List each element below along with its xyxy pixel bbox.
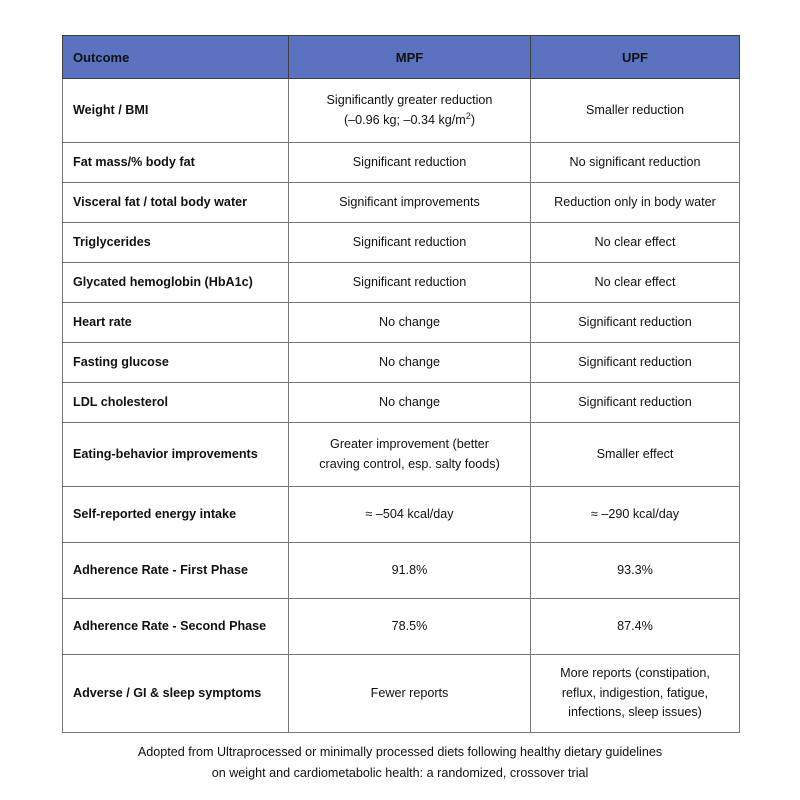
table-row [63, 183, 740, 223]
cell-mpf: No change [289, 343, 531, 383]
cell-mpf: No change [289, 383, 531, 423]
comparison-table [62, 35, 740, 733]
cell-outcome: Self-reported energy intake [63, 487, 289, 543]
cell-mpf: Significant reduction [289, 223, 531, 263]
table-row [63, 383, 740, 423]
table-row [63, 223, 740, 263]
cell-upf-line3: infections, sleep issues) [568, 705, 702, 720]
cell-outcome: Triglycerides [63, 223, 289, 263]
table-row [63, 143, 740, 183]
table-row [63, 79, 740, 143]
cell-mpf [289, 79, 531, 143]
cell-mpf: 91.8% [289, 543, 531, 599]
cell-mpf-line2-superscript: 2 [465, 110, 471, 121]
cell-mpf: 78.5% [289, 599, 531, 655]
cell-outcome: Adherence Rate - Second Phase [63, 599, 289, 655]
figure-caption [0, 742, 800, 785]
table-header [63, 36, 740, 79]
cell-upf: Smaller reduction [531, 79, 740, 143]
table-row [63, 487, 740, 543]
cell-outcome: Eating-behavior improvements [63, 423, 289, 487]
comparison-table-container [62, 35, 739, 733]
cell-mpf-line1: Greater improvement (better [330, 436, 489, 451]
table-row [63, 655, 740, 733]
table-body [63, 79, 740, 733]
cell-outcome: Weight / BMI [63, 79, 289, 143]
cell-outcome: Heart rate [63, 303, 289, 343]
cell-upf: 87.4% [531, 599, 740, 655]
cell-upf: Reduction only in body water [531, 183, 740, 223]
table-row [63, 343, 740, 383]
cell-upf-line2: reflux, indigestion, fatigue, [561, 685, 709, 700]
cell-upf: Significant reduction [531, 303, 740, 343]
cell-upf: ≈ –290 kcal/day [531, 487, 740, 543]
cell-mpf: ≈ –504 kcal/day [289, 487, 531, 543]
cell-upf: No significant reduction [531, 143, 740, 183]
cell-upf: Significant reduction [531, 383, 740, 423]
cell-outcome: Adverse / GI & sleep symptoms [63, 655, 289, 733]
cell-upf [531, 655, 740, 733]
table-row [63, 303, 740, 343]
cell-upf: No clear effect [531, 263, 740, 303]
column-header-mpf: MPF [289, 36, 531, 79]
table-header-row [63, 36, 740, 79]
cell-mpf: Significant reduction [289, 263, 531, 303]
cell-outcome: Fasting glucose [63, 343, 289, 383]
cell-mpf-line2-pre: (–0.96 kg; –0.34 kg/m [343, 112, 466, 127]
cell-mpf: Significant improvements [289, 183, 531, 223]
cell-outcome: Fat mass/% body fat [63, 143, 289, 183]
caption-line-1: Adopted from Ultraprocessed or minimally processed diets following healthy dietary guidelines [137, 745, 663, 759]
cell-mpf-line2: craving control, esp. salty foods) [319, 456, 500, 471]
cell-mpf: Significant reduction [289, 143, 531, 183]
table-row [63, 423, 740, 487]
cell-mpf-line1: Significantly greater reduction [326, 92, 493, 107]
cell-outcome: Visceral fat / total body water [63, 183, 289, 223]
table-row [63, 263, 740, 303]
table-row [63, 599, 740, 655]
cell-mpf-line2-post: ) [470, 112, 476, 127]
cell-mpf [289, 423, 531, 487]
column-header-outcome: Outcome [63, 36, 289, 79]
cell-outcome: Adherence Rate - First Phase [63, 543, 289, 599]
caption-line-2: on weight and cardiometabolic health: a randomized, crossover trial [211, 766, 589, 781]
cell-outcome: Glycated hemoglobin (HbA1c) [63, 263, 289, 303]
cell-outcome: LDL cholesterol [63, 383, 289, 423]
cell-upf: Smaller effect [531, 423, 740, 487]
column-header-upf: UPF [531, 36, 740, 79]
cell-upf-line1: More reports (constipation, [560, 666, 710, 681]
cell-upf: No clear effect [531, 223, 740, 263]
cell-upf: Significant reduction [531, 343, 740, 383]
table-row [63, 543, 740, 599]
cell-upf: 93.3% [531, 543, 740, 599]
cell-mpf: No change [289, 303, 531, 343]
cell-mpf: Fewer reports [289, 655, 531, 733]
